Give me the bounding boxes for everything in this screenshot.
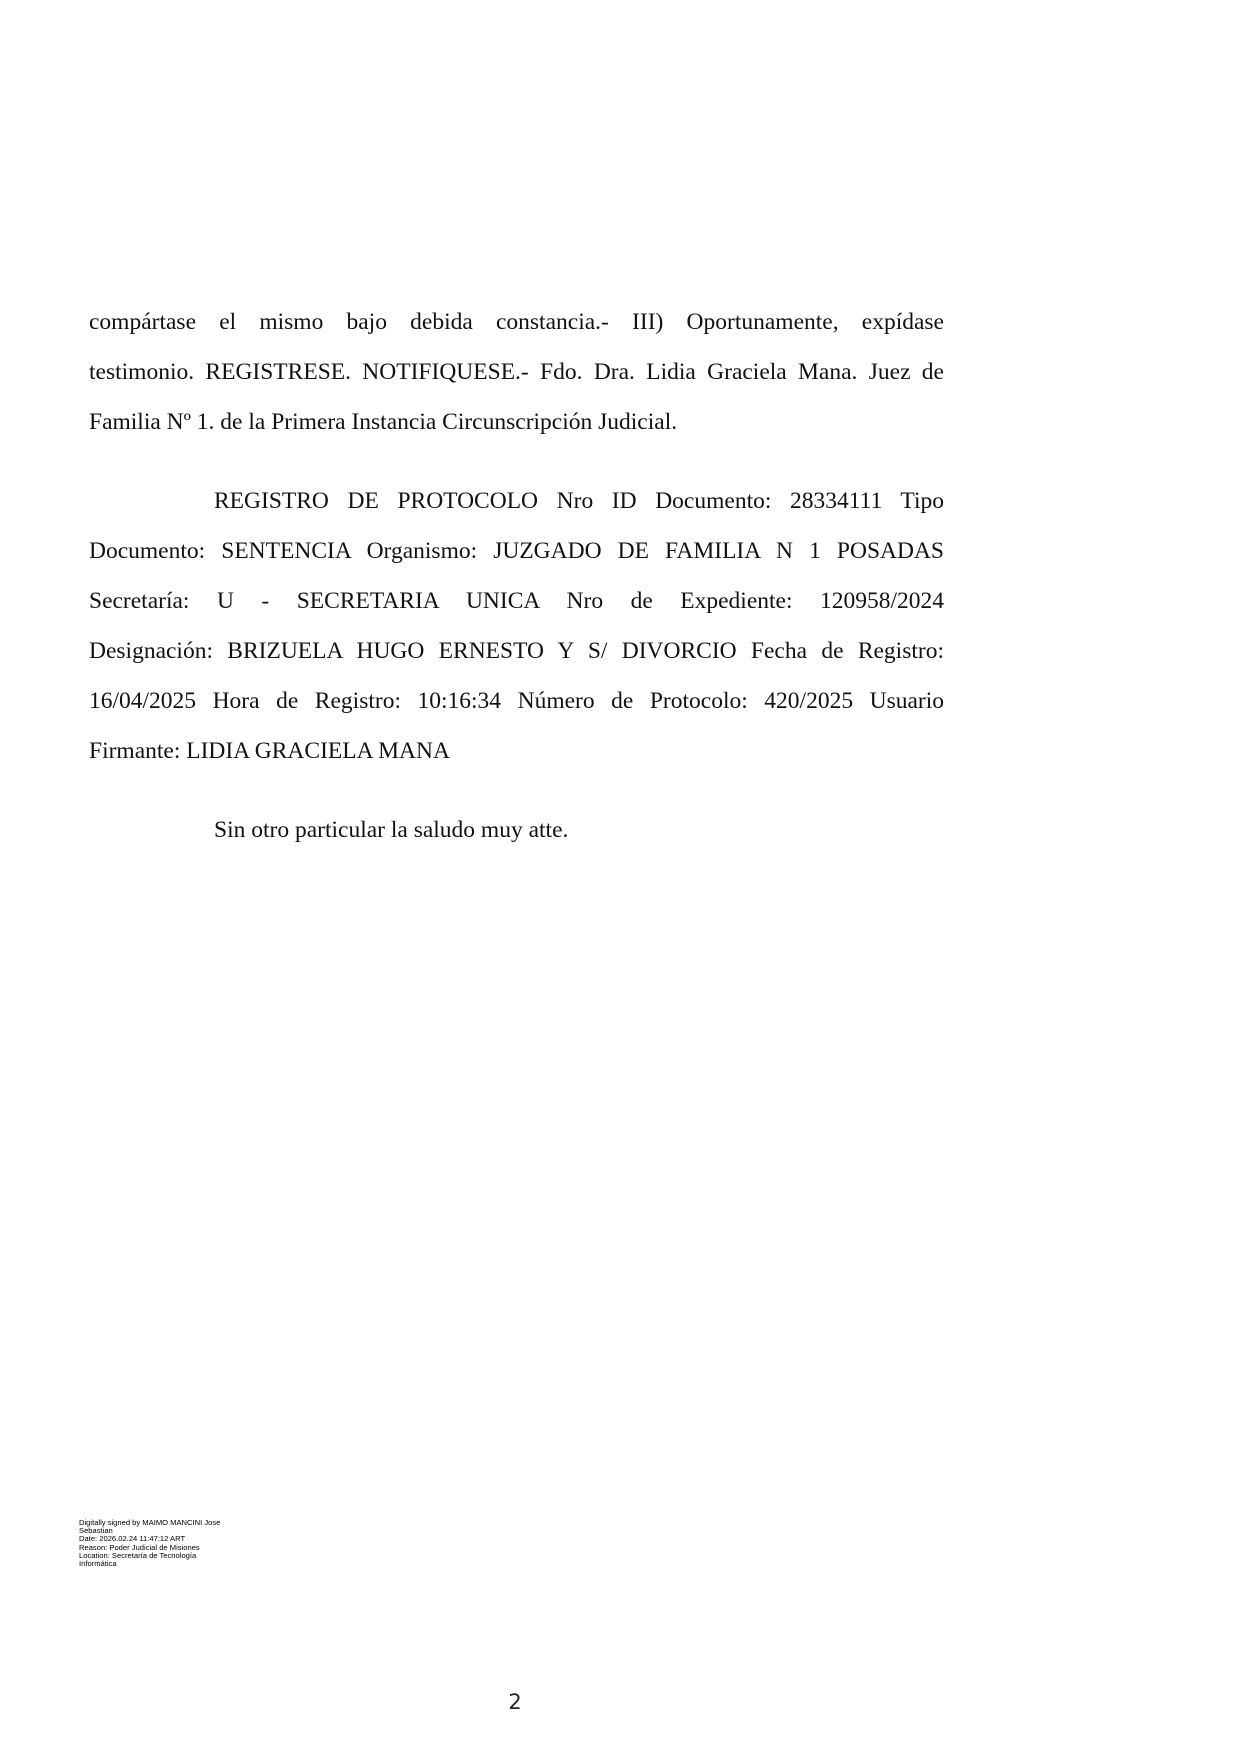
page-number: 2 xyxy=(508,1690,522,1714)
text-line: testimonio. REGISTRESE. NOTIFIQUESE.- Fdo. Dra. Lidia Graciela Mana. Juez de xyxy=(89,359,944,385)
text-line: Familia Nº 1. de la Primera Instancia Circunscripción Judicial. xyxy=(89,409,678,435)
signature-line: Location: Secretaría de Tecnología xyxy=(79,1550,197,1560)
registry-paragraph xyxy=(89,476,944,776)
text-line: compártase el mismo bajo debida constancia.- III) Oportunamente, expídase xyxy=(89,309,944,335)
digital-signature-block xyxy=(79,1519,279,1568)
signature-line: Digitally signed by MAIMO MANCINI Jose xyxy=(79,1518,221,1527)
text-line: Firmante: LIDIA GRACIELA MANA xyxy=(89,738,450,764)
signature-line: Sebastian xyxy=(79,1526,113,1536)
closing-text: Sin otro particular la saludo muy atte. xyxy=(214,817,569,843)
signature-line: Reason: Poder Judicial de Misiones xyxy=(79,1542,200,1552)
signature-line: Informática xyxy=(79,1559,117,1569)
signature-line: Date: 2026.02.24 11:47:12 ART xyxy=(79,1534,186,1544)
text-line: 16/04/2025 Hora de Registro: 10:16:34 Número de Protocolo: 420/2025 Usuario xyxy=(89,688,944,714)
text-line: Documento: SENTENCIA Organismo: JUZGADO DE FAMILIA N 1 POSADAS xyxy=(89,538,944,564)
text-line: REGISTRO DE PROTOCOLO Nro ID Documento: 28334111 Tipo xyxy=(214,488,944,514)
closing-paragraph xyxy=(89,805,944,855)
text-line: Designación: BRIZUELA HUGO ERNESTO Y S/ DIVORCIO Fecha de Registro: xyxy=(89,638,944,664)
text-line: Secretaría: U - SECRETARIA UNICA Nro de Expediente: 120958/2024 xyxy=(89,588,944,614)
body-paragraph-1 xyxy=(89,297,944,447)
